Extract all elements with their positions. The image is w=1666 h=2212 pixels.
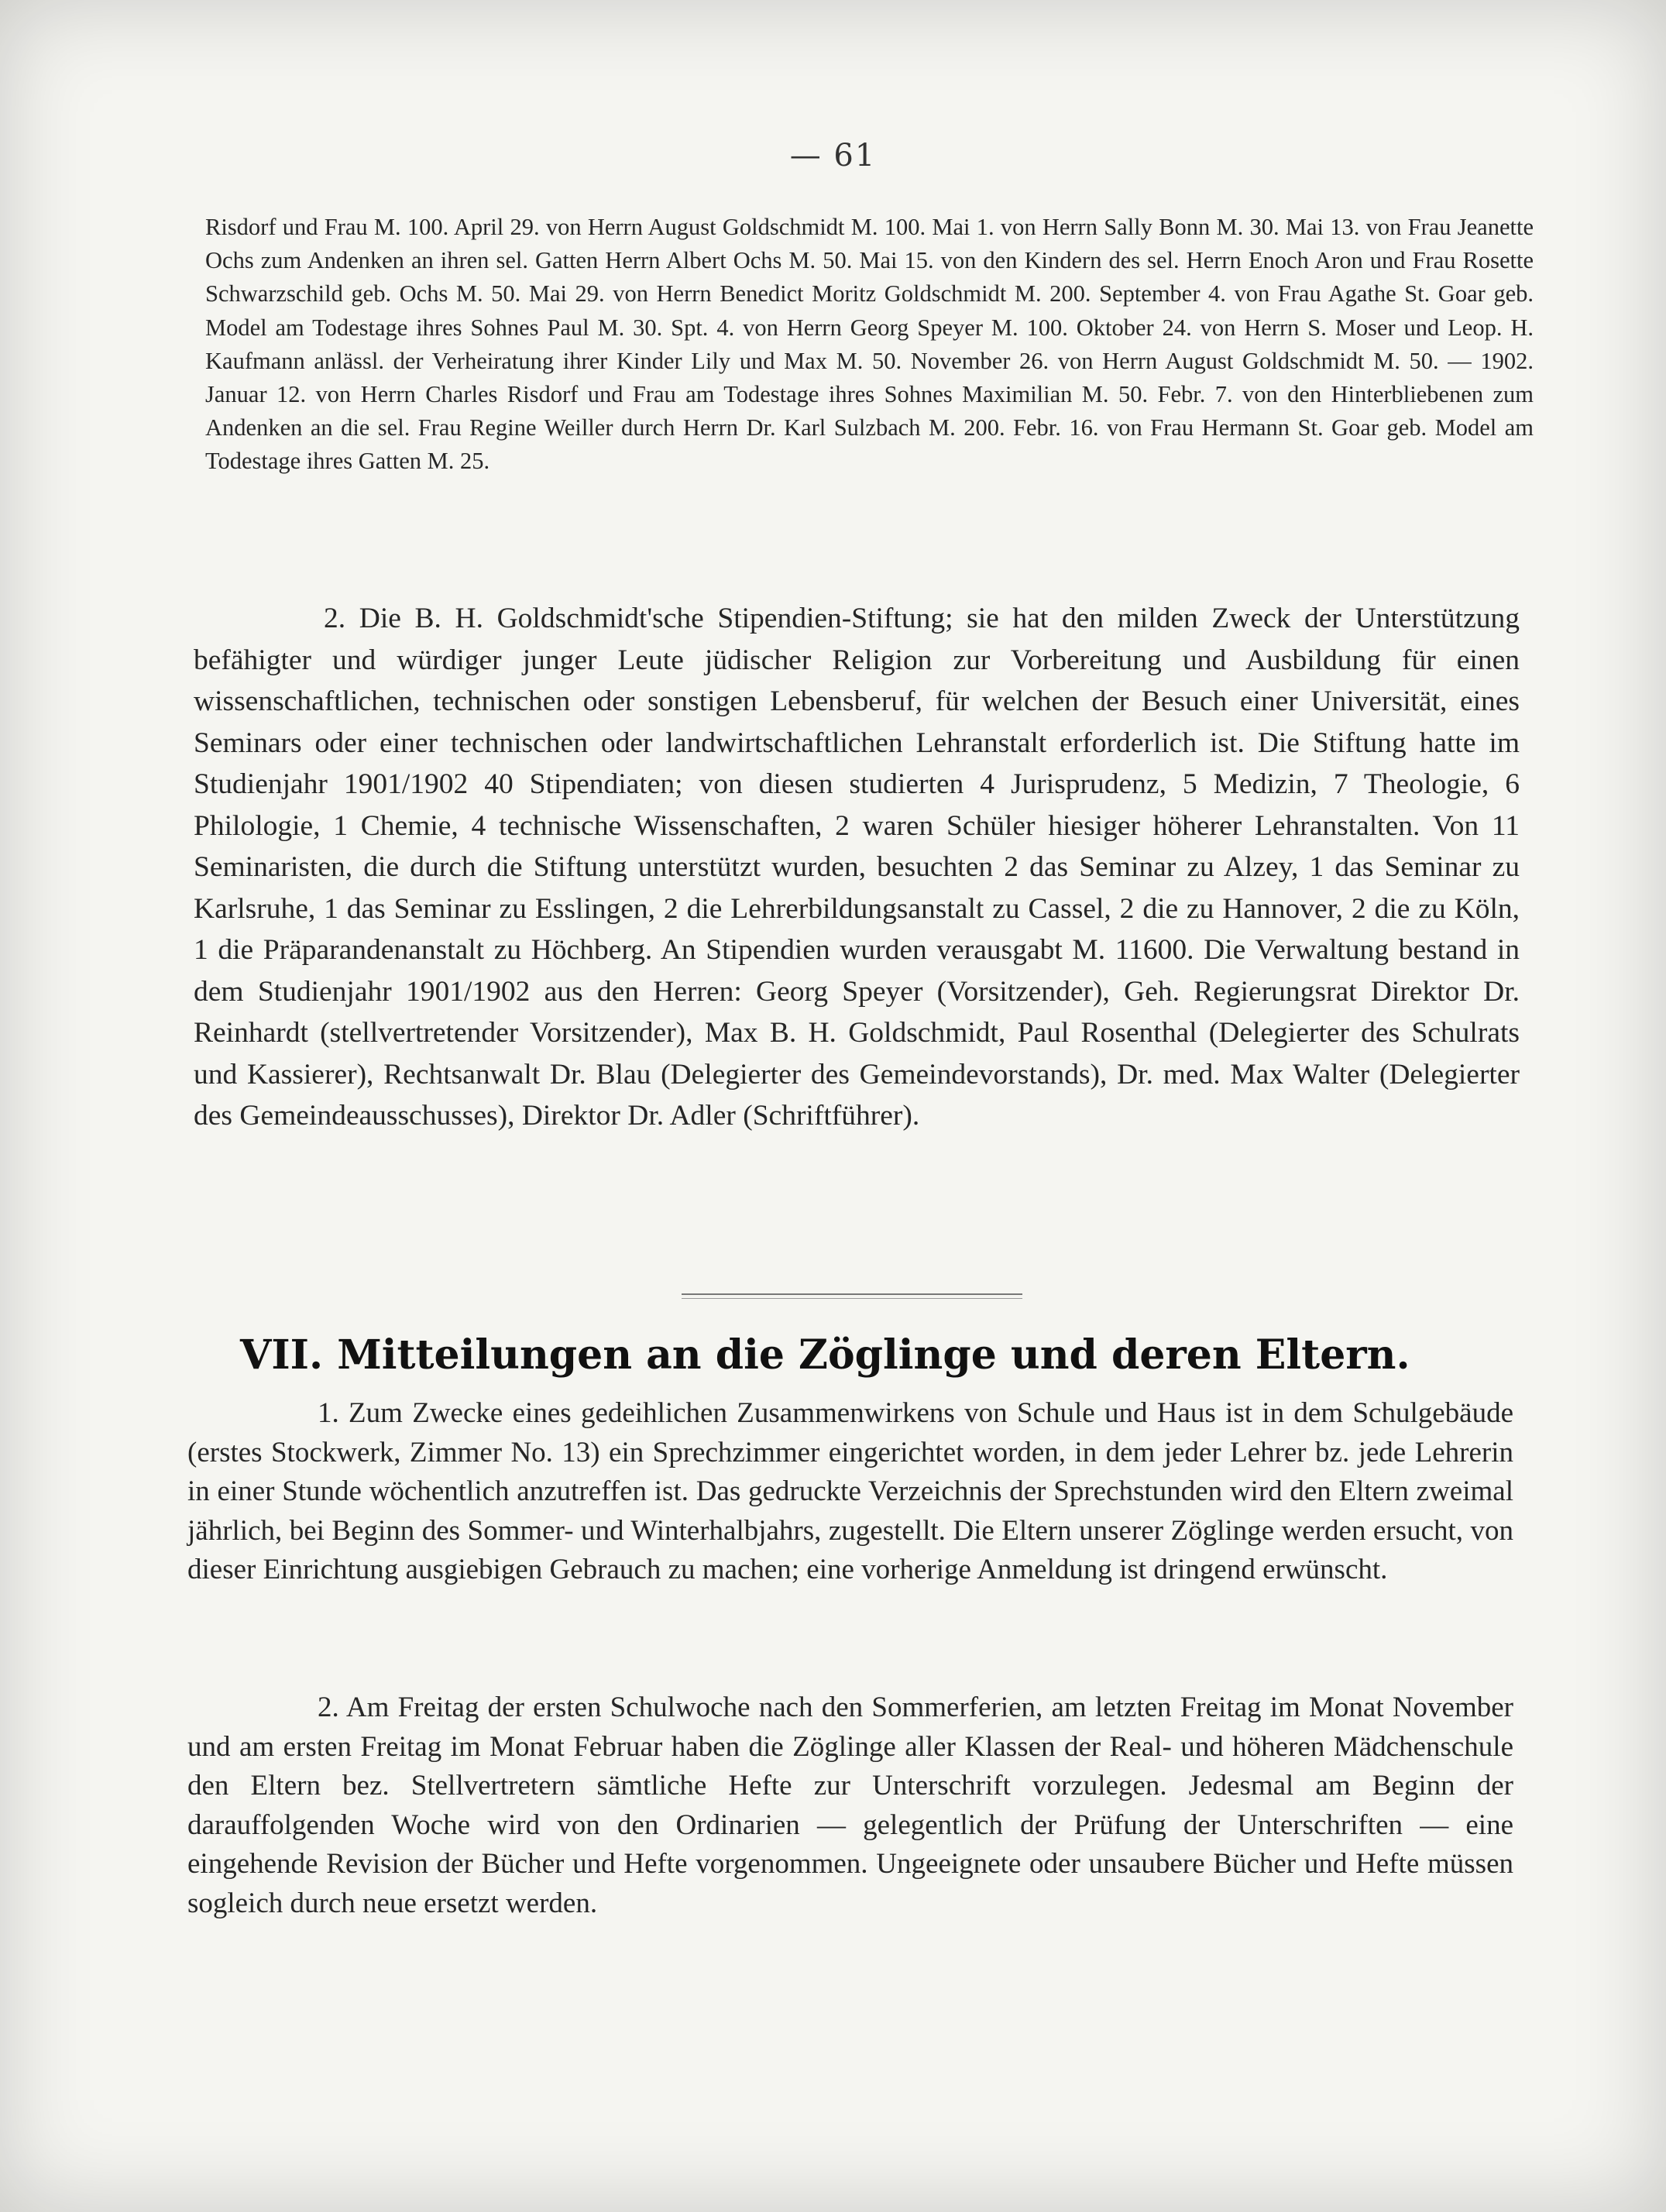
section-paragraph-1: 1. Zum Zwecke eines gedeihlichen Zusammenwirkens von Schule und Haus ist in dem Schulgebäude (erstes Stockwerk, Zimmer No. 13) ein Sprechzimmer eingerichtet worden, in dem jeder Lehrer bz. jede Lehrerin in einer Stunde wöchentlich anzutreffen ist. Das gedruckte Verzeichnis der Sprechstunden wird den Eltern zweimal jährlich, bei Beginn des Sommer- und Winterhalbjahrs, zugestellt. Die Eltern unserer Zöglinge werden ersucht, von dieser Einrichtung ausgiebigen Gebrauch zu machen; eine vorherige Anmeldung ist dringend erwünscht. bbox=[187, 1397, 1513, 1585]
section-divider-thin bbox=[682, 1298, 1022, 1299]
donations-paragraph: Risdorf und Frau M. 100. April 29. von Herrn August Goldschmidt M. 100. Mai 1. von Herrn Sally Bonn M. 30. Mai 13. von Frau Jeanette Ochs zum Andenken an ihren sel. Gatten Herrn Albert Ochs M. 50. Mai 15. von den Kindern des sel. Herrn Enoch Aron und Frau Rosette Schwarzschild geb. Ochs M. 50. Mai 29. von Herrn Benedict Moritz Goldschmidt M. 200. September 4. von Frau Agathe St. Goar geb. Model am Todestage ihres Sohnes Paul M. 30. Spt. 4. von Herrn Georg Speyer M. 100. Oktober 24. von Herrn S. Moser und Leop. H. Kaufmann anlässl. der Verheiratung ihrer Kinder Lily und Max M. 50. November 26. von Herrn August Goldschmidt M. 50. — 1902. Januar 12. von Herrn Charles Risdorf und Frau am Todestage ihres Sohnes Maximilian M. 50. Febr. 7. von den Hinterbliebenen zum Andenken an die sel. Frau Regine Weiller durch Herrn Dr. Karl Sulzbach M. 200. Febr. 16. von Frau Hermann St. Goar geb. Model am Todestage ihres Gatten M. 25. bbox=[205, 214, 1534, 475]
section-heading: VII. Mitteilungen an die Zöglinge und deren Eltern. bbox=[240, 1331, 1410, 1379]
page-number: — 61 bbox=[789, 138, 877, 173]
stiftung-paragraph: 2. Die B. H. Goldschmidt'sche Stipendien-Stiftung; sie hat den milden Zweck der Unterstützung befähigter und würdiger junger Leute jüdischer Religion zur Vorbereitung und Ausbildung für einen wissenschaftlichen, technischen oder sonstigen Lebensberuf, für welchen der Besuch einer Universität, eines Seminars oder einer technischen oder landwirtschaftlichen Lehranstalt erforderlich ist. Die Stiftung hatte im Studienjahr 1901/1902 40 Stipendiaten; von diesen studierten 4 Jurisprudenz, 5 Medizin, 7 Theologie, 6 Philologie, 1 Chemie, 4 technische Wissenschaften, 2 waren Schüler hiesiger höherer Lehranstalten. Von 11 Seminaristen, die durch die Stiftung unterstützt wurden, besuchten 2 das Seminar zu Alzey, 1 das Seminar zu Karlsruhe, 1 das Seminar zu Esslingen, 2 die Lehrerbildungsanstalt zu Cassel, 2 die zu Hannover, 2 die zu Köln, 1 die Präparandenanstalt zu Höchberg. An Stipendien wurden verausgabt M. 11600. Die Verwaltung bestand in dem Studienjahr 1901/1902 aus den Herren: Georg Speyer (Vorsitzender), Geh. Regierungsrat Direktor Dr. Reinhardt (stellvertretender Vorsitzender), Max B. H. Goldschmidt, Paul Rosenthal (Delegierter des Schulrats und Kassierer), Rechtsanwalt Dr. Blau (Delegierter des Gemeindevorstands), Dr. med. Max Walter (Delegierter des Gemeindeausschusses), Direktor Dr. Adler (Schriftführer). bbox=[194, 603, 1520, 1132]
section-paragraph-2: 2. Am Freitag der ersten Schulwoche nach den Sommerferien, am letzten Freitag im Monat November und am ersten Freitag im Monat Februar haben die Zöglinge aller Klassen der Real- und höheren Mädchenschule den Eltern bez. Stellvertretern sämtliche Hefte zur Unterschrift vorzulegen. Jedesmal am Beginn der darauffolgenden Woche wird von den Ordinarien — gelegentlich der Prüfung der Unterschriften — eine eingehende Revision der Bücher und Hefte vorgenommen. Ungeeignete oder unsaubere Bücher und Hefte müssen sogleich durch neue ersetzt werden. bbox=[187, 1692, 1513, 1919]
section-divider bbox=[682, 1293, 1022, 1295]
